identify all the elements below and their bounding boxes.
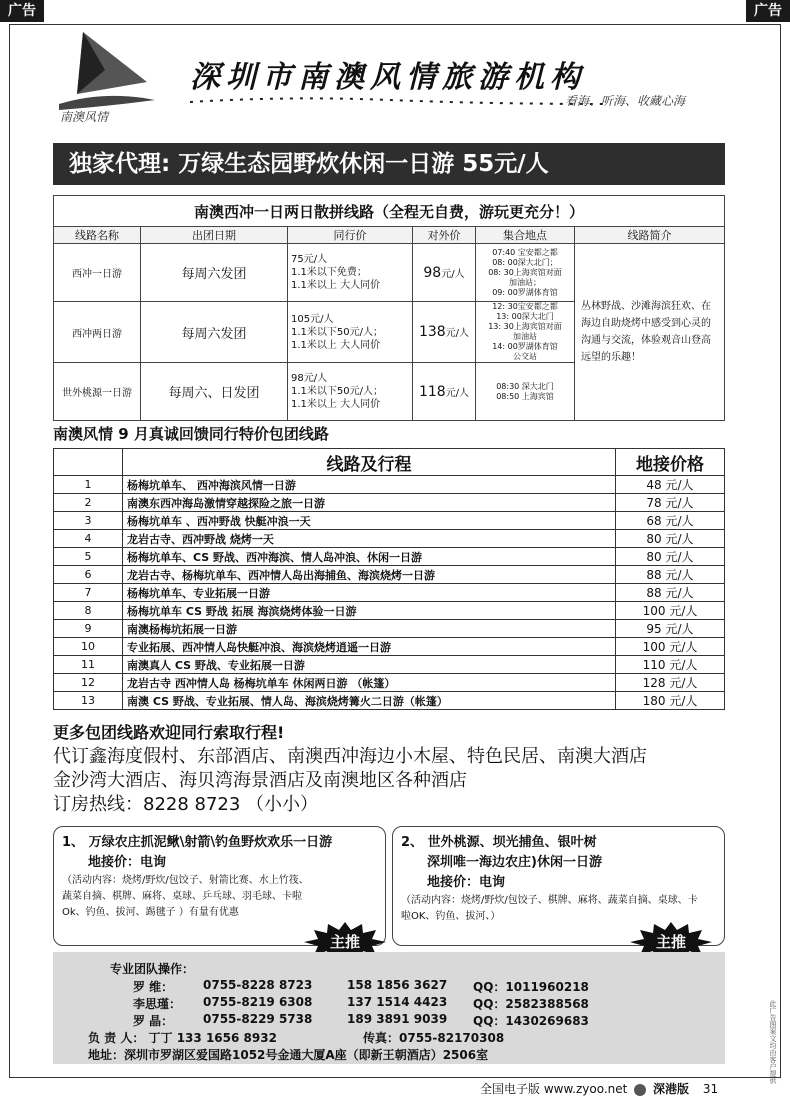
route-public-price: 138元/人: [413, 302, 476, 363]
route-row: [54, 244, 725, 302]
col-header: 线路名称: [54, 227, 141, 244]
ad-tag-right: 广告: [746, 0, 790, 22]
contact-qq: QQ：2582388568: [473, 997, 589, 1011]
table-row: 3 杨梅坑单车 、西冲野战 快艇冲浪一天 68 元/人: [54, 512, 725, 530]
contact-mobile: 189 3891 9039: [347, 1012, 448, 1026]
featured-badge-label: 主推: [655, 933, 686, 951]
promo-2-title: 2、 世外桃源、坝光捕鱼、银叶树: [401, 835, 597, 850]
more-routes-title: 更多包团线路欢迎同行索取行程!: [53, 723, 285, 742]
featured-badge-label: 主推: [329, 933, 360, 951]
route-public-price: 118元/人: [413, 363, 476, 421]
route-meeting-points: 07:40 宝安都之都 08: 00深大北门； 08: 30上海宾馆对面 加油站； 09: 00罗湖体育馆: [476, 244, 575, 302]
contact-address: 地址：深圳市罗湖区爱国路1052号金通大厦A座（即新王朝酒店）2506室: [88, 1048, 489, 1062]
contact-panel: [53, 952, 725, 1064]
slogan: 看海、听海、收藏心海: [565, 94, 686, 108]
col-header: 集合地点: [476, 227, 575, 244]
promo-2-subtitle: 深圳唯一海边农庄)休闲一日游: [427, 855, 602, 870]
promo-1-price: 地接价：电询: [88, 855, 167, 870]
footer-site: 全国电子版 www.zyoo.net: [480, 1082, 628, 1096]
footer-edition: 深港版: [653, 1082, 690, 1096]
col-header: 出团日期: [141, 227, 288, 244]
col-header: [54, 449, 123, 476]
table-row: 2 南澳东西冲海岛激情穿越探险之旅一日游 78 元/人: [54, 494, 725, 512]
hotel-line: 金沙湾大酒店、海贝湾海景酒店及南澳地区各种酒店: [53, 770, 467, 791]
table-row: 8 杨梅坑单车 CS 野战 拓展 海滨烧烤体验一日游 100 元/人: [54, 602, 725, 620]
route-table-title: 南澳西冲一日两日散拼线路（全程无自费，游玩更充分！）: [54, 196, 725, 227]
org-title: 深圳市南澳风情旅游机构: [190, 60, 586, 95]
table-row: 6 龙岩古寺、杨梅坑单车、西冲情人岛出海捕鱼、海滨烧烤一日游 88 元/人: [54, 566, 725, 584]
route-peer-price: 105元/人 1.1米以下50元/人； 1.1米以上 大人同价: [288, 302, 413, 363]
col-header: 同行价: [288, 227, 413, 244]
route-date: 每周六发团: [141, 302, 288, 363]
table-row: 9 南澳杨梅坑拓展一日游 95 元/人: [54, 620, 725, 638]
promo-banner: 独家代理: 万绿生态园野炊休闲一日游 55元/人: [53, 143, 725, 185]
promo-2-price: 地接价：电询: [427, 875, 506, 890]
col-header: 地接价格: [616, 449, 725, 476]
route-date: 每周六发团: [141, 244, 288, 302]
route-meeting-points: 12: 30宝安都之都 13: 00深大北门 13: 30上海宾馆对面 加油站 14: 00罗湖体育馆 公交站: [476, 302, 575, 363]
col-header: 线路及行程: [123, 449, 616, 476]
contact-manager: 负 责 人： 丁丁 133 1656 8932: [88, 1031, 277, 1045]
contact-name: 李思瑾：: [133, 997, 182, 1011]
page-footer: [480, 1080, 718, 1097]
table-row: 4 龙岩古寺、西冲野战 烧烤一天 80 元/人: [54, 530, 725, 548]
route-date: 每周六、日发团: [141, 363, 288, 421]
route-meeting-points: 08:30 深大北门 08:50 上海宾馆: [476, 363, 575, 421]
footer-logo-icon: [634, 1084, 646, 1096]
contact-tel: 0755-8228 8723: [203, 978, 313, 992]
hotel-booking-info: [53, 745, 753, 817]
contact-tel: 0755-8219 6308: [203, 995, 313, 1009]
booking-hotline: 订房热线：8228 8723 （小小）: [53, 794, 319, 815]
contact-tel: 0755-8229 5738: [203, 1012, 313, 1026]
route-table: [53, 195, 725, 421]
page-number: 31: [702, 1082, 719, 1096]
route-intro: 丛林野战、沙滩海滨狂欢、在海边自助烧烤中感受到心灵的沟通与交流，体验观音山登高远望的乐趣！: [575, 244, 725, 421]
contact-name: 罗 晶：: [133, 1014, 174, 1028]
table-row: 12 龙岩古寺 西冲情人岛 杨梅坑单车 休闲两日游 （帐篷） 128 元/人: [54, 674, 725, 692]
contact-mobile: 137 1514 4423: [347, 995, 448, 1009]
contact-qq: QQ：1430269683: [473, 1014, 589, 1028]
route-name: 世外桃源一日游: [54, 363, 141, 421]
contact-mobile: 158 1856 3627: [347, 978, 448, 992]
contact-fax: 传真：0755-82170308: [363, 1031, 505, 1045]
route-peer-price: 75元/人 1.1米以下免费； 1.1米以上 大人同价: [288, 244, 413, 302]
table-row: 13 南澳 CS 野战、专业拓展、情人岛、海滨烧烤篝火二日游（帐篷） 180 元/人: [54, 692, 725, 710]
route-peer-price: 98元/人 1.1米以下50元/人； 1.1米以上 大人同价: [288, 363, 413, 421]
route-name: 西冲一日游: [54, 244, 141, 302]
contact-qq: QQ：1011960218: [473, 980, 589, 994]
promo-2-desc: （活动内容：烧烤/野炊/包饺子、棋牌、麻将、蔬菜自摘、桌球、卡啦OK、钓鱼、拔河、）: [401, 895, 698, 922]
package-table: [53, 448, 725, 710]
brush-stroke-decoration: [190, 94, 610, 112]
col-header: 对外价: [413, 227, 476, 244]
side-disclaimer: 此广告图案文均由客户提供: [769, 1000, 777, 1084]
section-title: 南澳风情 9 月真诚回馈同行特价包团线路: [53, 425, 329, 443]
table-row: 7 杨梅坑单车、专业拓展一日游 88 元/人: [54, 584, 725, 602]
col-header: 线路简介: [575, 227, 725, 244]
ad-tag-left: 广告: [0, 0, 44, 22]
contact-label: 专业团队操作：: [110, 962, 195, 976]
contact-name: 罗 维：: [133, 980, 174, 994]
table-row: 10 专业拓展、西冲情人岛快艇冲浪、海滨烧烤逍遥一日游 100 元/人: [54, 638, 725, 656]
promo-1-title: 1、 万绿农庄抓泥鳅\射箭\钓鱼野炊欢乐一日游: [62, 835, 333, 850]
promo-1-desc: （活动内容：烧烤/野炊/包饺子、射箭比赛、水上竹筏、蔬菜自摘、棋牌、麻将、桌球、乒乓球、羽毛球、卡啦Ok、钓鱼、拔河、踢毽子 ）有量有优惠: [62, 875, 309, 918]
table-row: 1 杨梅坑单车、 西冲海滨风情一日游 48 元/人: [54, 476, 725, 494]
hotel-line: 代订鑫海度假村、东部酒店、南澳西冲海边小木屋、特色民居、南澳大酒店: [53, 746, 647, 767]
table-row: 11 南澳真人 CS 野战、专业拓展一日游 110 元/人: [54, 656, 725, 674]
route-name: 西冲两日游: [54, 302, 141, 363]
route-public-price: 98元/人: [413, 244, 476, 302]
table-row: 5 杨梅坑单车、CS 野战、西冲海滨、情人岛冲浪、休闲一日游 80 元/人: [54, 548, 725, 566]
logo-text: 南澳风情: [60, 110, 109, 124]
